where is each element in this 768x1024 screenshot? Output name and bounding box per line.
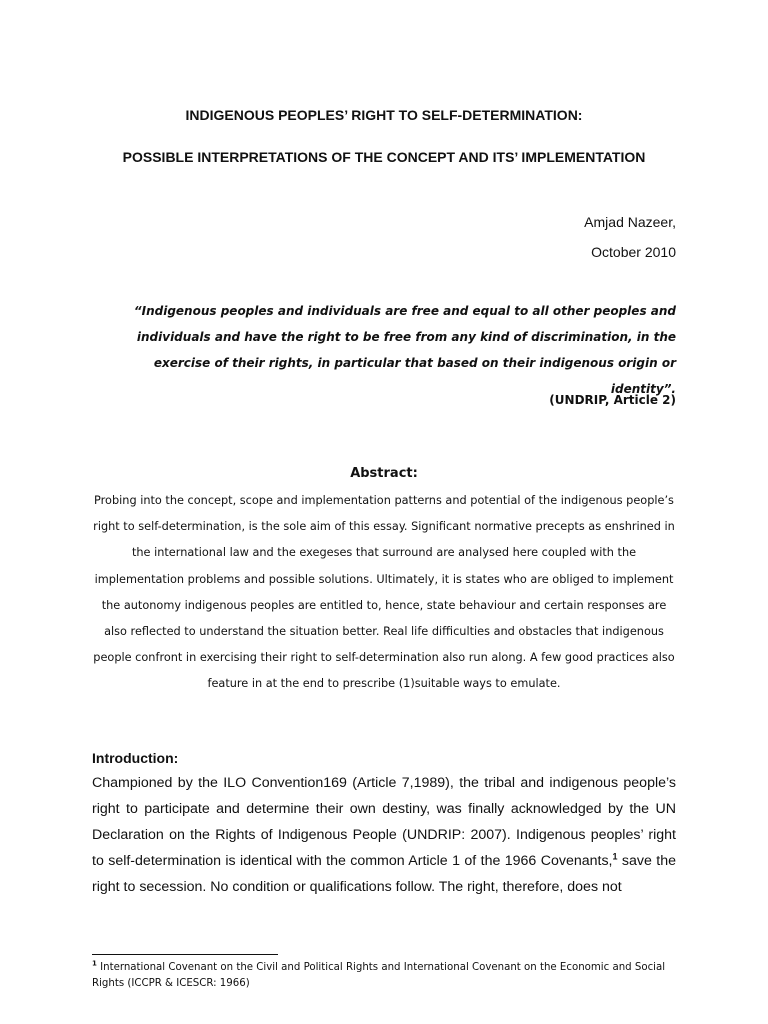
publication-date: October 2010 <box>591 244 676 260</box>
footnote-reference[interactable]: 1 <box>612 851 618 862</box>
introduction-heading: Introduction: <box>92 750 179 766</box>
document-title-line-1: INDIGENOUS PEOPLES’ RIGHT TO SELF-DETERMINATION: <box>185 107 583 123</box>
epigraph-citation: (UNDRIP, Article 2) <box>549 393 676 407</box>
introduction-text-part-2: save the right to secession. No condition or qualifications follow. The right, therefore, does not <box>92 853 676 895</box>
abstract-body: Probing into the concept, scope and implementation patterns and potential of the indigenous people’s right to self-determination, is the sole aim of this essay. Significant normative precepts as enshrined in the international law and the exegeses that surround are analysed here coupled with the implementation problems and possible solutions. Ultimately, it is states who are obliged to implement the autonomy indigenous peoples are entitled to, hence, state behaviour and certain responses are also reflected to understand the situation better. Real life difficulties and obstacles that indigenous people confront in exercising their right to self-determination also run along. A few good practices also feature in at the end to prescribe (1)suitable ways to emulate. <box>93 494 675 691</box>
introduction-body <box>92 770 676 900</box>
footnote-separator <box>92 954 278 955</box>
author-name: Amjad Nazeer, <box>584 214 676 230</box>
footnote-marker: 1 <box>92 959 97 968</box>
introduction-text-part-1: Championed by the ILO Convention169 (Article 7,1989), the tribal and indigenous people’s right to participate and determine their own destiny, was finally acknowledged by the UN Declaration on the Rights of Indigenous People (UNDRIP: 2007). Indigenous peoples’ right to self-determination is identical with the common Article 1 of the 1966 Covenants, <box>92 775 676 869</box>
footnote <box>92 960 676 992</box>
document-title-line-2: POSSIBLE INTERPRETATIONS OF THE CONCEPT AND ITS’ IMPLEMENTATION <box>122 149 646 165</box>
abstract-heading: Abstract: <box>350 466 418 481</box>
footnote-text: International Covenant on the Civil and Political Rights and International Covenant on the Economic and Social Rights (ICCPR & ICESCR: 1966) <box>92 962 666 989</box>
epigraph-quote: “Indigenous peoples and individuals are free and equal to all other peoples and individuals and have the right to be free from any kind of discrimination, in the exercise of their rights, in particular that based on their indigenous origin or identity”. <box>133 304 676 396</box>
